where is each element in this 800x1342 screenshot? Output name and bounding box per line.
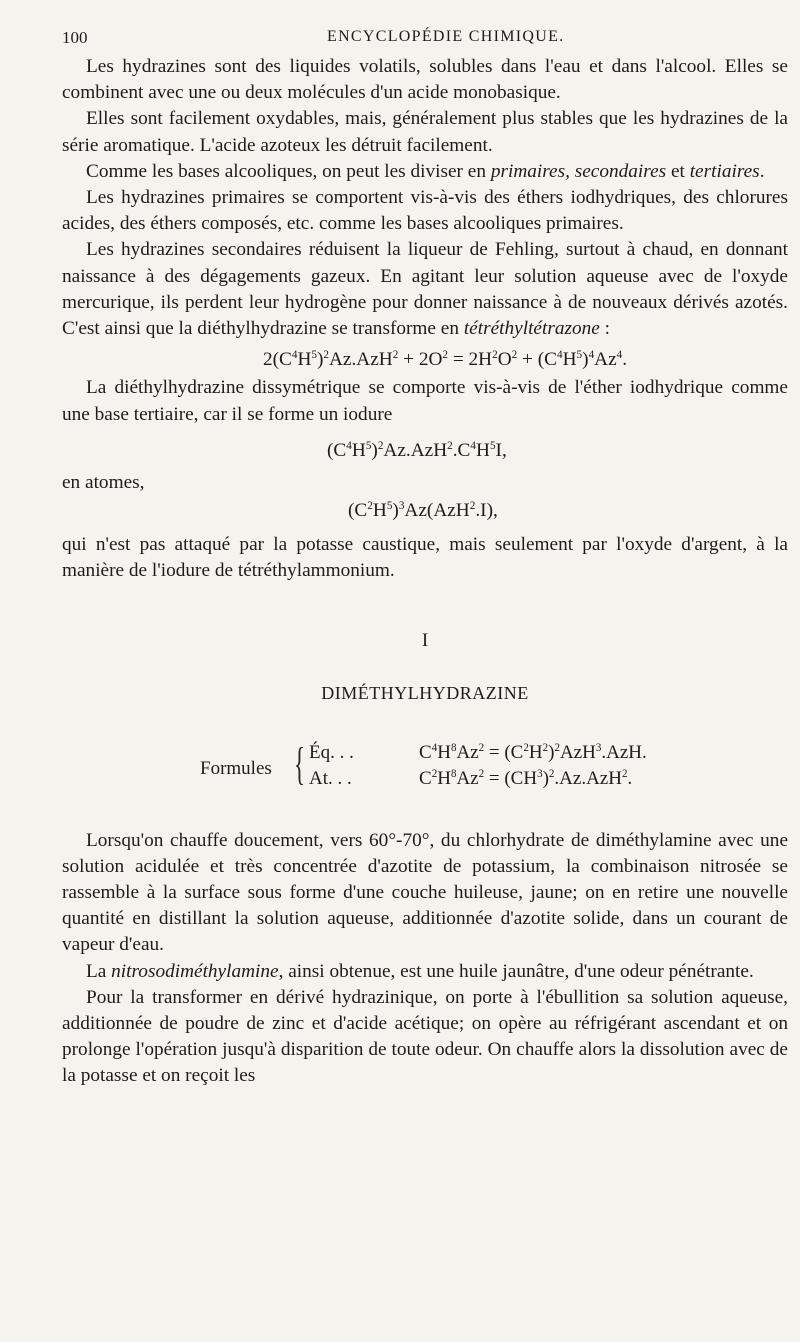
paragraph: Comme les bases alcooliques, on peut les diviser en primaires, secondaires et tertiaires. — [86, 160, 765, 182]
formules-block — [62, 733, 788, 807]
paragraph: Les hydrazines secondaires réduisent la liqueur de Fehling, surtout à chaud, en donnant naissance à des dégagements gazeux. En agitant leur solution aqueuse avec de l'oxyde mercurique, ils perdent leur hydrogène pour donner naissance à de nouveaux dérivés azotés. C'est ainsi que la diéthylhydrazine se transforme en tétréthyltétrazone : — [62, 239, 788, 340]
paragraph: La diéthylhydrazine dissymétrique se comporte vis-à-vis de l'éther iodhydrique comme une base tertiaire, car il se forme un iodure — [62, 377, 788, 425]
formula-row-eq: Éq. . . $C^4H^8Az^2 = (C^2H^2)^2AzH^3.AzH$. — [309, 741, 647, 763]
formula-atoms: $(C^2H^5)^3Az(AzH^2.I)$, — [348, 499, 498, 521]
formula-equivalents: $(C^4H^5)^2Az.AzH^2.C^4H^5I$, — [327, 439, 507, 461]
paragraph: La nitrosodiméthylamine, ainsi obtenue, est une huile jaunâtre, d'une odeur pénétrante. — [86, 960, 754, 982]
formules-label: Formules — [200, 757, 272, 779]
paragraph: Lorsqu'on chauffe doucement, vers 60°-70°, du chlorhydrate de diméthylamine avec une solution acidulée et très concentrée d'azotite de potassium, la combinaison nitrosée se rassemble à la surface sous forme d'une couche huileuse, jaune; on en retire une nouvelle quantité en distillant la solution aqueuse, additionnée d'azotite solide, dans un courant de vapeur d'eau. — [62, 829, 788, 956]
running-title: ENCYCLOPÉDIE CHIMIQUE. — [327, 28, 565, 45]
running-header — [62, 22, 788, 54]
paragraph: Les hydrazines sont des liquides volatils, solubles dans l'eau et dans l'alcool. Elles se combinent avec une ou deux molécules d'un acide monobasique. — [62, 56, 788, 104]
paragraph: Pour la transformer en dérivé hydrazinique, on porte à l'ébullition sa solution aqueuse, additionnée de poudre de zinc et d'acide acétique; on opère au réfrigérant ascendant et on prolonge l'opération jusqu'à disparition de toute odeur. On chauffe alors la dissolution avec de la potasse et on reçoit les — [62, 986, 788, 1087]
formula-row-at: At. . . $C^2H^8Az^2 = (CH^3)^2.Az.AzH^2$. — [309, 767, 633, 789]
atoms-label: en atomes, — [62, 471, 145, 493]
section-title: DIMÉTHYLHYDRAZINE — [321, 683, 529, 704]
page-number: 100 — [62, 28, 88, 47]
body-text — [62, 54, 788, 1090]
iodide-formulas — [62, 428, 788, 532]
equation-oxidation: $2(C^4H^5)^2Az.AzH^2 + 2O^2 = 2H^2O^2 + (C^4H^5)^4Az^4$. — [262, 349, 628, 371]
paragraph: Les hydrazines primaires se comportent vis-à-vis des éthers iodhydriques, des chlorures acides, des éthers composés, etc. comme les bases alcooliques primaires. — [62, 187, 788, 235]
paragraph: qui n'est pas attaqué par la potasse caustique, mais seulement par l'oxyde d'argent, à la manière de l'iodure de tétréthylammonium. — [62, 533, 788, 582]
section-body — [62, 828, 788, 1090]
page — [62, 22, 788, 1090]
brace: { — [294, 737, 306, 789]
section-number: I — [421, 630, 429, 652]
paragraph: Elles sont facilement oxydables, mais, généralement plus stables que les hydrazines de la série aromatique. L'acide azoteux les détruit facilement. — [62, 108, 788, 156]
